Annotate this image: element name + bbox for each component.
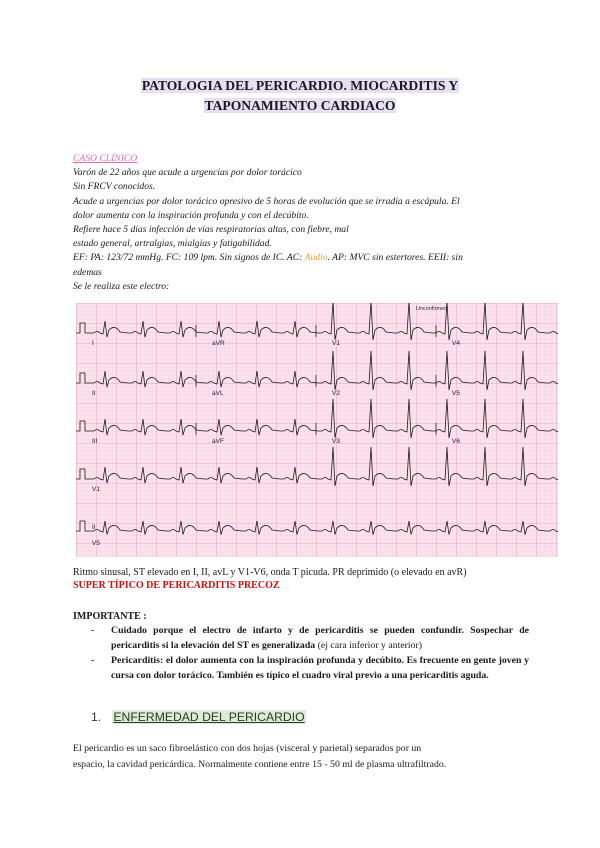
case-line-3: Acude a urgencias por dolor torácico opresivo de 5 horas de evolución que se irradia a escápula. El bbox=[73, 195, 460, 207]
ecg-findings bbox=[73, 566, 543, 592]
section-label: ENFERMEDAD DEL PERICARDIO bbox=[113, 710, 305, 724]
ecg-lead-label: III bbox=[92, 438, 98, 445]
ecg-lead-label: V6 bbox=[452, 438, 460, 445]
bullet-dash: - bbox=[91, 625, 95, 636]
ecg-unconfirmed-label: Unconfirmed bbox=[416, 306, 448, 312]
ecg-lead-label: V4 bbox=[452, 340, 460, 347]
case-line-1: Varón de 22 años que acude a urgencias por dolor torácico bbox=[73, 167, 302, 179]
ecg-lead-label: V2 bbox=[332, 390, 340, 397]
case-line-5: Refiere hace 5 días infección de vías respiratorias altas, con fiebre, mal bbox=[73, 224, 349, 236]
ecg-intro-line: Se le realiza este electro: bbox=[73, 280, 170, 292]
ecg-lead-label: aVL bbox=[212, 390, 224, 397]
document-title-line-1: PATOLOGIA DEL PERICARDIO. MIOCARDITIS Y bbox=[141, 78, 459, 93]
case-line-4: dolor aumenta con la inspiración profunda y con el decúbito. bbox=[73, 209, 309, 221]
findings-line: Ritmo sinusal, ST elevado en I, II, avL y V1-V6, onda T picuda. PR deprimido (o elevado en avR) bbox=[73, 567, 467, 578]
ecg-strip bbox=[76, 303, 558, 557]
ecg-image bbox=[76, 303, 558, 557]
paragraph-line-2: espacio, la cavidad pericárdica. Normalmente contiene entre 15 - 50 ml de plasma ultrafiltrado. bbox=[73, 759, 447, 770]
bullet-1-normal: (ej cara inferior y anterior) bbox=[315, 639, 423, 651]
bullet-1-bold: Cuidado porque el electro de infarto y de pericarditis se pueden confundir. Sospechar de pericarditis si la elevación del ST es generalizada bbox=[111, 625, 529, 651]
ecg-lead-label: II bbox=[92, 390, 96, 397]
bullet-dash: - bbox=[91, 655, 95, 666]
ecg-lead-label: V1 bbox=[92, 486, 100, 493]
ecg-lead-label: V5 bbox=[452, 390, 460, 397]
important-heading: IMPORTANTE : bbox=[73, 611, 147, 622]
findings-conclusion: SUPER TÍPICO DE PERICARDITIS PRECOZ bbox=[73, 580, 280, 591]
clinical-case bbox=[73, 152, 535, 294]
physical-exam-line-2: edemas bbox=[73, 266, 102, 278]
section-heading bbox=[91, 710, 306, 724]
ecg-lead-label: I bbox=[92, 340, 94, 347]
ecg-lead-label: V5 bbox=[92, 540, 100, 547]
document-title-line-2: TAPONAMIENTO CARDIACO bbox=[204, 98, 396, 113]
pericardium-paragraph bbox=[73, 741, 543, 773]
physical-exam-line: EF: PA: 123/72 mmHg. FC: 109 lpm. Sin signos de IC. AC: Audio. AP: MVC sin estertores. EEII: sin bbox=[73, 252, 463, 264]
audio-highlight: Audio bbox=[304, 252, 328, 264]
case-heading: CASO CLÍNICO bbox=[73, 153, 138, 164]
ecg-lead-label: V1 bbox=[332, 340, 340, 347]
important-bullet-1 bbox=[91, 624, 531, 654]
ecg-lead-label: aVR bbox=[212, 340, 225, 347]
case-line-2: Sin FRCV conocidos. bbox=[73, 181, 156, 193]
section-number: 1. bbox=[91, 710, 102, 724]
important-bullet-2 bbox=[91, 654, 531, 699]
paragraph-line-1: El pericardio es un saco fibroelástico con dos hojas (visceral y parietal) separados por un bbox=[73, 743, 422, 754]
ecg-lead-label: II bbox=[92, 524, 96, 531]
bullet-2-bold: Pericarditis: el dolor aumenta con la inspiración profunda y decúbito. Es frecuente en gente joven y cursa con dolor torácico. También es típico el cuadro viral previo a una pericarditis aguda. bbox=[111, 655, 529, 681]
ecg-lead-label: V3 bbox=[332, 438, 340, 445]
ecg-lead-label: aVF bbox=[212, 438, 224, 445]
case-line-6: estado general, artralgias, mialgias y fatigabilidad. bbox=[73, 238, 272, 250]
